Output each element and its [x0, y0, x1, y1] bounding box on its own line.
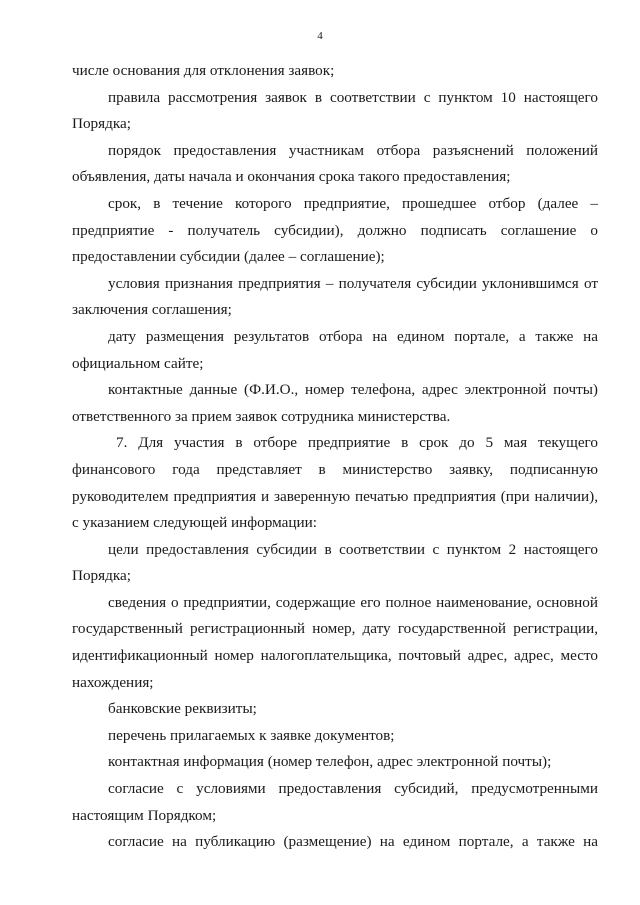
- paragraph: банковские реквизиты;: [108, 700, 257, 718]
- paragraph: цели предоставления субсидии в соответствии с пунктом 2 настоящего Порядка;: [72, 540, 598, 585]
- paragraph: правила рассмотрения заявок в соответствии с пунктом 10 настоящего Порядка;: [72, 88, 598, 133]
- paragraph: сведения о предприятии, содержащие его полное наименование, основной государственный регистрационный номер, дату государственной регистрации, идентификационный номер налогоплательщика, почтовый адрес, адрес, место нахождения;: [72, 593, 598, 691]
- paragraph: согласие на публикацию (размещение) на едином портале, а также на: [108, 833, 598, 851]
- paragraph: порядок предоставления участникам отбора разъяснений положений объявления, даты начала и окончания срока такого предоставления;: [72, 141, 598, 186]
- paragraph: числе основания для отклонения заявок;: [72, 62, 335, 79]
- page-number: 4: [317, 30, 323, 42]
- paragraph: условия признания предприятия – получателя субсидии уклонившимся от заключения соглашения;: [72, 274, 598, 319]
- paragraph: дату размещения результатов отбора на едином портале, а также на официальном сайте;: [72, 327, 598, 372]
- document-body: [72, 58, 598, 856]
- paragraph: согласие с условиями предоставления субсидий, предусмотренными настоящим Порядком;: [72, 780, 598, 824]
- paragraph-clause-7: 7. Для участия в отборе предприятие в срок до 5 мая текущего финансового года представляет в министерство заявку, подписанную руководителем предприятия и заверенную печатью предприятия (при наличии), с указанием следующей информации:: [72, 434, 598, 532]
- paragraph: контактная информация (номер телефон, адрес электронной почты);: [108, 753, 552, 771]
- paragraph: контактные данные (Ф.И.О., номер телефона, адрес электронной почты) ответственного за прием заявок сотрудника министерства.: [72, 381, 598, 425]
- paragraph: перечень прилагаемых к заявке документов;: [108, 726, 395, 744]
- paragraph: срок, в течение которого предприятие, прошедшее отбор (далее – предприятие - получатель субсидии), должно подписать соглашение о предоставлении субсидии (далее – соглашение);: [72, 194, 598, 266]
